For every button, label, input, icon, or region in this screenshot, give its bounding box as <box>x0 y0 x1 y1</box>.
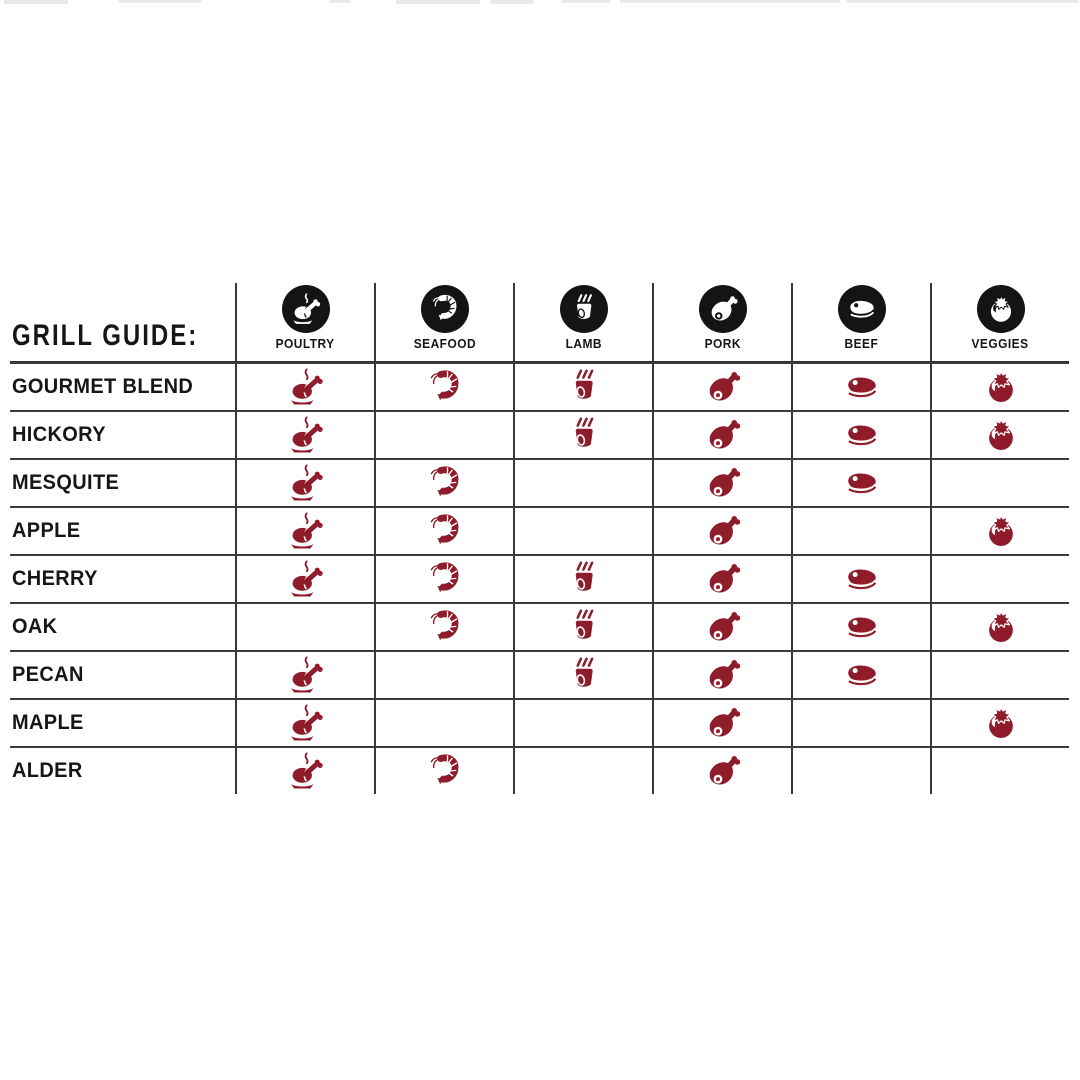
steak-icon <box>842 415 882 455</box>
poultry-icon <box>286 559 326 599</box>
cell-alder-pork <box>652 746 791 794</box>
cell-alder-beef <box>791 746 930 794</box>
cell-mesquite-lamb <box>513 458 652 506</box>
cell-apple-beef <box>791 506 930 554</box>
cell-gourmet-blend-lamb <box>513 362 652 410</box>
cell-cherry-poultry <box>235 554 374 602</box>
row-label-oak <box>10 602 235 650</box>
column-header-badge <box>421 285 469 333</box>
lamb-chop-icon <box>564 607 604 647</box>
steak-icon <box>842 607 882 647</box>
row-label-text: MESQUITE <box>12 471 120 494</box>
shrimp-icon <box>425 559 465 599</box>
lamb-chop-icon <box>564 559 604 599</box>
cell-pecan-lamb <box>513 650 652 698</box>
cell-oak-lamb <box>513 602 652 650</box>
column-header-poultry <box>235 283 374 362</box>
row-label-text: PECAN <box>12 663 84 686</box>
poultry-icon <box>286 751 326 791</box>
ham-icon <box>703 703 743 743</box>
row-label-text: GOURMET BLEND <box>12 375 194 398</box>
column-header-badge <box>977 285 1025 333</box>
cell-maple-pork <box>652 698 791 746</box>
row-label-hickory <box>10 410 235 458</box>
column-header-seafood <box>374 283 513 362</box>
cell-oak-veggies <box>930 602 1069 650</box>
row-label-text: APPLE <box>12 519 81 542</box>
cell-mesquite-poultry <box>235 458 374 506</box>
column-header-label: SEAFOOD <box>413 336 476 351</box>
cell-apple-pork <box>652 506 791 554</box>
cell-hickory-seafood <box>374 410 513 458</box>
tomato-icon <box>981 415 1021 455</box>
cell-apple-poultry <box>235 506 374 554</box>
row-label-alder <box>10 746 235 794</box>
column-header-veggies <box>930 283 1069 362</box>
cell-apple-seafood <box>374 506 513 554</box>
shrimp-icon <box>425 751 465 791</box>
cell-gourmet-blend-pork <box>652 362 791 410</box>
cell-gourmet-blend-veggies <box>930 362 1069 410</box>
column-header-badge <box>838 285 886 333</box>
column-header-label: POULTRY <box>275 336 336 351</box>
cell-mesquite-veggies <box>930 458 1069 506</box>
poultry-icon <box>286 511 326 551</box>
cell-pecan-veggies <box>930 650 1069 698</box>
tomato-icon <box>981 367 1021 407</box>
row-label-text: MAPLE <box>12 711 84 734</box>
lamb-chop-icon <box>567 292 601 326</box>
cell-cherry-veggies <box>930 554 1069 602</box>
row-label-maple <box>10 698 235 746</box>
poultry-icon <box>286 367 326 407</box>
column-header-badge <box>560 285 608 333</box>
row-label-text: CHERRY <box>12 567 98 590</box>
cell-maple-lamb <box>513 698 652 746</box>
cell-gourmet-blend-beef <box>791 362 930 410</box>
cell-pecan-pork <box>652 650 791 698</box>
cell-cherry-beef <box>791 554 930 602</box>
shrimp-icon <box>425 463 465 503</box>
cell-hickory-poultry <box>235 410 374 458</box>
cell-cherry-seafood <box>374 554 513 602</box>
tomato-icon <box>981 511 1021 551</box>
column-header-label: VEGGIES <box>971 336 1030 351</box>
cell-mesquite-seafood <box>374 458 513 506</box>
cell-alder-seafood <box>374 746 513 794</box>
cell-maple-beef <box>791 698 930 746</box>
grill-guide-table <box>10 283 1069 794</box>
table-corner-cell <box>10 283 235 362</box>
cell-maple-veggies <box>930 698 1069 746</box>
cell-pecan-beef <box>791 650 930 698</box>
column-header-lamb <box>513 283 652 362</box>
row-label-text: OAK <box>12 615 58 638</box>
cell-apple-veggies <box>930 506 1069 554</box>
row-label-text: HICKORY <box>12 423 106 446</box>
lamb-chop-icon <box>564 367 604 407</box>
column-header-label: LAMB <box>565 336 602 351</box>
shrimp-icon <box>428 292 462 326</box>
ham-icon <box>703 751 743 791</box>
cell-oak-seafood <box>374 602 513 650</box>
ham-icon <box>703 655 743 695</box>
ham-icon <box>706 292 740 326</box>
cell-alder-lamb <box>513 746 652 794</box>
cell-maple-seafood <box>374 698 513 746</box>
tomato-icon <box>981 703 1021 743</box>
poultry-icon <box>286 703 326 743</box>
column-header-beef <box>791 283 930 362</box>
cell-oak-pork <box>652 602 791 650</box>
steak-icon <box>842 463 882 503</box>
tomato-icon <box>981 607 1021 647</box>
shrimp-icon <box>425 511 465 551</box>
steak-icon <box>842 367 882 407</box>
row-label-pecan <box>10 650 235 698</box>
steak-icon <box>842 559 882 599</box>
lamb-chop-icon <box>564 655 604 695</box>
poultry-icon <box>286 655 326 695</box>
ham-icon <box>703 367 743 407</box>
row-label-text: ALDER <box>12 759 83 782</box>
column-header-badge <box>282 285 330 333</box>
column-header-pork <box>652 283 791 362</box>
poultry-icon <box>289 292 323 326</box>
cell-mesquite-beef <box>791 458 930 506</box>
ham-icon <box>703 463 743 503</box>
cell-mesquite-pork <box>652 458 791 506</box>
cell-cherry-pork <box>652 554 791 602</box>
ham-icon <box>703 559 743 599</box>
cell-oak-poultry <box>235 602 374 650</box>
cell-pecan-seafood <box>374 650 513 698</box>
row-label-apple <box>10 506 235 554</box>
poultry-icon <box>286 415 326 455</box>
cell-hickory-veggies <box>930 410 1069 458</box>
row-label-gourmet-blend <box>10 362 235 410</box>
cell-maple-poultry <box>235 698 374 746</box>
steak-icon <box>842 655 882 695</box>
row-label-mesquite <box>10 458 235 506</box>
column-header-badge <box>699 285 747 333</box>
shrimp-icon <box>425 367 465 407</box>
cell-alder-poultry <box>235 746 374 794</box>
ham-icon <box>703 415 743 455</box>
cell-gourmet-blend-seafood <box>374 362 513 410</box>
shrimp-icon <box>425 607 465 647</box>
cell-oak-beef <box>791 602 930 650</box>
column-header-label: BEEF <box>844 336 879 351</box>
cell-gourmet-blend-poultry <box>235 362 374 410</box>
page-title: GRILL GUIDE: <box>12 319 199 352</box>
steak-icon <box>845 292 879 326</box>
cell-cherry-lamb <box>513 554 652 602</box>
cell-hickory-lamb <box>513 410 652 458</box>
tomato-icon <box>984 292 1018 326</box>
cell-hickory-pork <box>652 410 791 458</box>
lamb-chop-icon <box>564 415 604 455</box>
ham-icon <box>703 607 743 647</box>
cell-apple-lamb <box>513 506 652 554</box>
ham-icon <box>703 511 743 551</box>
column-header-label: PORK <box>704 336 741 351</box>
row-label-cherry <box>10 554 235 602</box>
poultry-icon <box>286 463 326 503</box>
cell-alder-veggies <box>930 746 1069 794</box>
cell-pecan-poultry <box>235 650 374 698</box>
cell-hickory-beef <box>791 410 930 458</box>
